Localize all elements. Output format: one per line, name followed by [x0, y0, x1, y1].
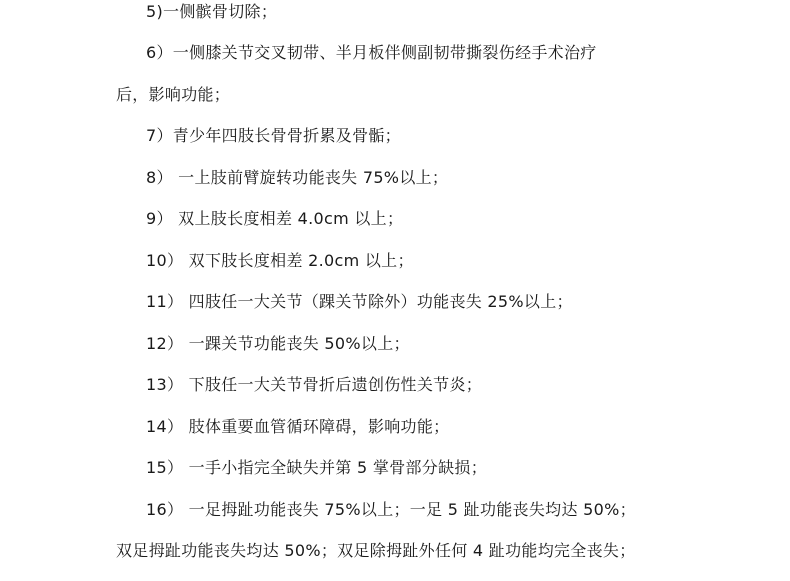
clause-6-cont: 后，影响功能；	[116, 85, 231, 104]
clause-15: 15） 一手小指完全缺失并第 5 掌骨部分缺损；	[146, 458, 487, 477]
clause-16: 16） 一足拇趾功能丧失 75%以上；一足 5 趾功能丧失均达 50%；	[146, 500, 636, 519]
clause-7: 7）青少年四肢长骨骨折累及骨骺；	[146, 126, 401, 145]
clause-12: 12） 一踝关节功能丧失 50%以上；	[146, 334, 410, 353]
clause-11: 11） 四肢任一大关节（踝关节除外）功能丧失 25%以上；	[146, 292, 573, 311]
clause-5: 5)一侧髌骨切除；	[146, 2, 278, 21]
clause-8: 8） 一上肢前臂旋转功能丧失 75%以上；	[146, 168, 449, 187]
clause-6: 6）一侧膝关节交叉韧带、半月板伴侧副韧带撕裂伤经手术治疗	[146, 43, 597, 62]
clause-13: 13） 下肢任一大关节骨折后遗创伤性关节炎；	[146, 375, 483, 394]
clause-14: 14） 肢体重要血管循环障碍，影响功能；	[146, 417, 450, 436]
clause-16-cont: 双足拇趾功能丧失均达 50%；双足除拇趾外任何 4 趾功能均完全丧失；	[116, 541, 636, 560]
clause-9: 9） 双上肢长度相差 4.0cm 以上；	[146, 209, 404, 228]
clause-10: 10） 双下肢长度相差 2.0cm 以上；	[146, 251, 414, 270]
